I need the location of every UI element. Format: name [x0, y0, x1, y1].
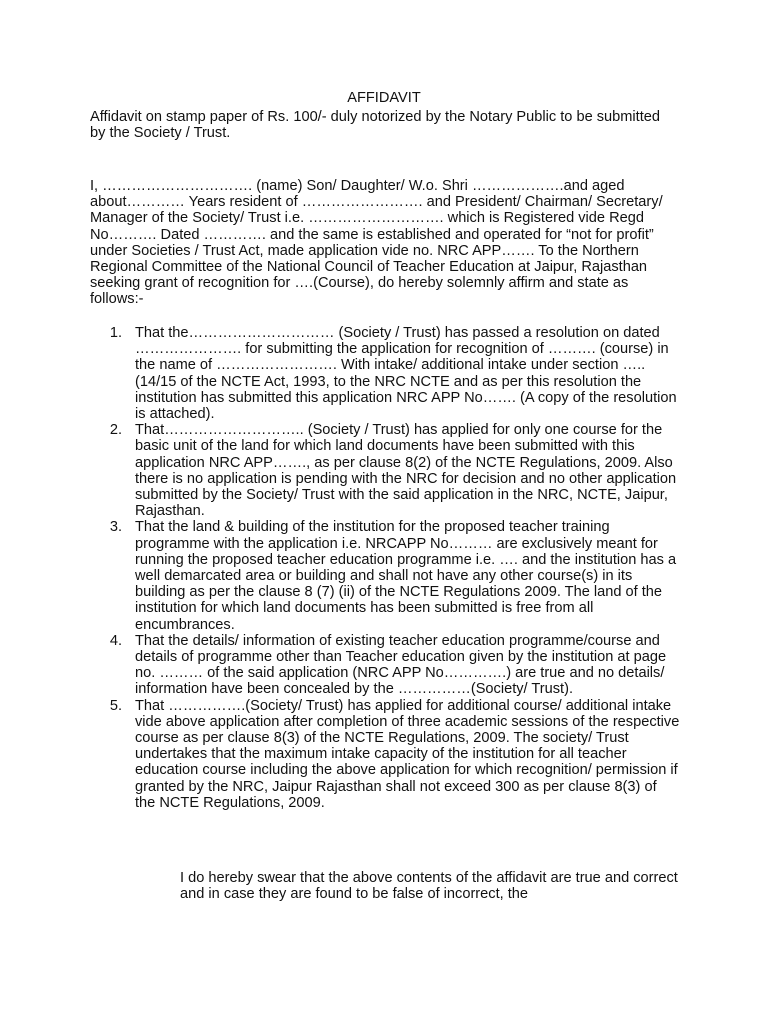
clause-number: 1. — [109, 325, 122, 341]
clause-text: That……………………….. (Society / Trust) has applied for only one course for the basic unit of the land for which land documents have been submitted with this application NRC APP……., as per clause 8(2) of the NCTE Regulations, 2009. Also there is no application is pending with the NRC for decision and no other application submitted by the Society/ Trust with the said application in the NRC, NCTE, Jaipur, Rajasthan. — [135, 422, 677, 520]
clause-item — [90, 422, 680, 519]
clause-item — [90, 698, 680, 811]
clause-item — [90, 325, 680, 422]
clause-item — [90, 633, 680, 698]
clause-text: That …………….(Society/ Trust) has applied for additional course/ additional intake vide above application after completion of three academic sessions of the respective course as per clause 8(3) of the NCTE Regulations, 2009. The society/ Trust undertakes that the maximum intake capacity of the institution for all teacher education course including the above application for which recognition/ permission if granted by the NRC, Jaipur Rajasthan shall not exceed 300 as per clause 8(3) of the NCTE Regulations, 2009. — [135, 697, 680, 811]
clause-number: 4. — [109, 632, 122, 649]
clause-item — [90, 519, 680, 632]
clause-text: That the land & building of the institution for the proposed teacher training programme with the application i.e. NRCAPP No……… are exclusively meant for running the proposed teacher education programme i.e. …. and the institution has a well demarcated area or building and shall not have any other course(s) in its building as per the clause 8 (7) (ii) of the NCTE Regulations 2009. The land of the institution for which land documents has been submitted is free from all encumbrances. — [135, 519, 677, 633]
closing-paragraph: I do hereby swear that the above contents of the affidavit are true and correct and in case they are found to be false of incorrect, the — [180, 870, 678, 903]
clause-text: That the………………………… (Society / Trust) has passed a resolution on dated …………………. for submitting the application for recognition of ………. (course) in the name of ……………………. With intake/ additional intake under section …..(14/15 of the NCTE Act, 1993, to the NRC NCTE and as per this resolution the institution has submitted this application NRC APP No……. (A copy of the resolution is attached). — [135, 325, 677, 423]
clause-text: That the details/ information of existing teacher education programme/course and details of programme other than Teacher education given by the institution at page no. ……… of the said application (NRC APP No………….) are true and no details/ information have been concealed by the ……………(Society/ Trust). — [135, 632, 667, 698]
clause-number: 3. — [109, 519, 122, 536]
document-title: AFFIDAVIT — [347, 90, 421, 106]
document-subtitle: Affidavit on stamp paper of Rs. 100/- duly notorized by the Notary Public to be submitted by the Society / Trust. — [90, 109, 661, 142]
intro-paragraph: I, …………………………. (name) Son/ Daughter/ W.o. Shri ……………….and aged about………… Years resident of ……………………. and President/ Chairman/ Secretary/ Manager of the Society/ Trust i.e. ………………………. which is Registered vide Regd No………. Dated …………. and the same is established and operated for “not for profit” under Societies / Trust Act, made application vide no. NRC APP……. To the Northern Regional Committee of the National Council of Teacher Education at Jaipur, Rajasthan seeking grant of recognition for ….(Course), do hereby solemnly affirm and state as follows:- — [90, 178, 663, 308]
clause-number: 5. — [109, 697, 122, 714]
clause-list — [90, 325, 680, 811]
clause-number: 2. — [109, 422, 122, 439]
